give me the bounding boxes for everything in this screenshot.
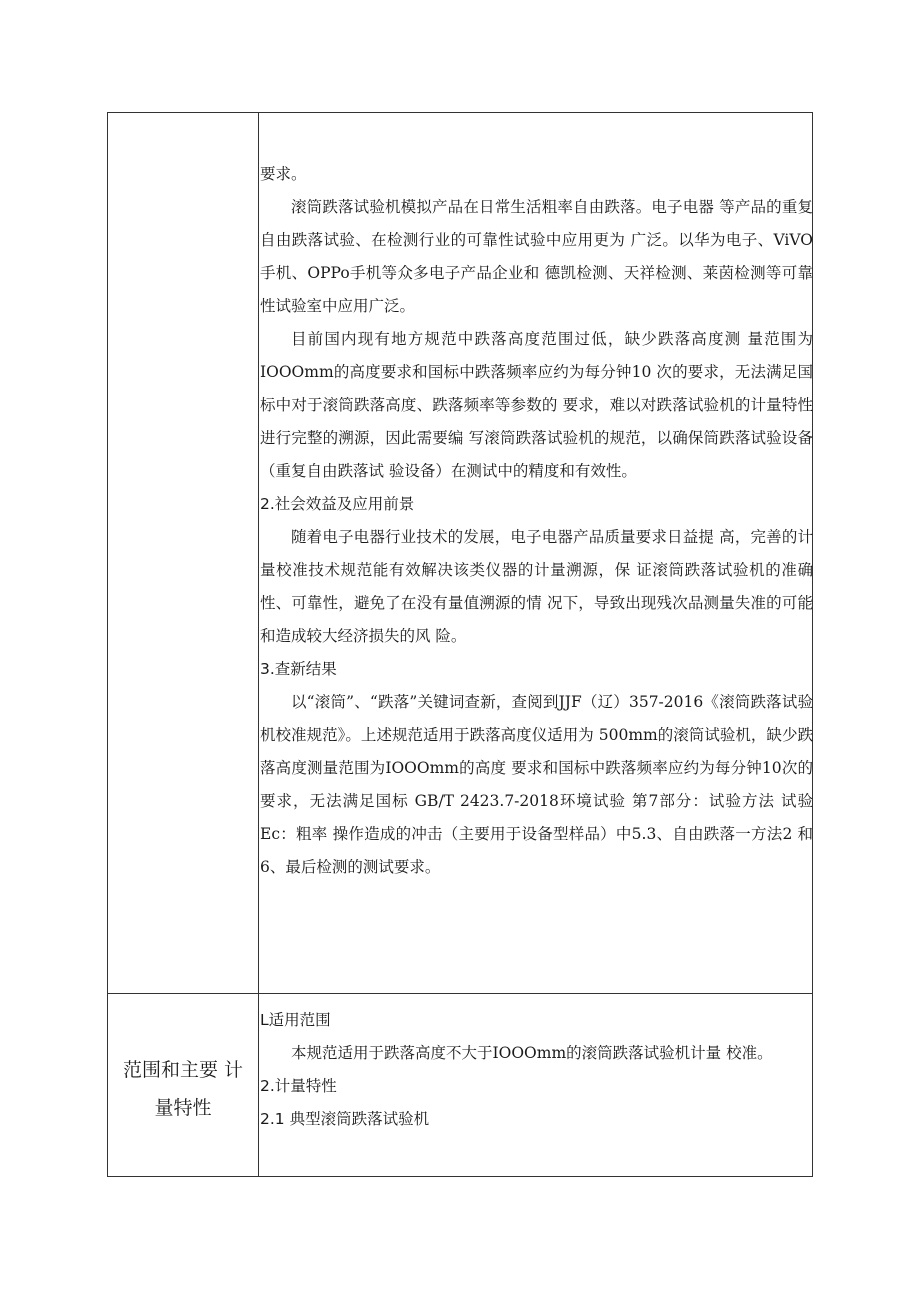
scope-cell — [260, 1004, 813, 1136]
section-heading-metrology: 2.计量特性 — [260, 1077, 337, 1095]
section-heading-novelty: 3.查新结果 — [260, 660, 337, 678]
continuation-cell — [260, 158, 813, 884]
paragraph-novelty: 以“滚筒”、“跌落”关键词查新，查阅到JJF（辽）357-2016《滚筒跌落试验机校准规范》。上述规范适用于跌落高度仪适用为 500mm的滚筒试验机，缺少跌落高度测量范围为IOOOmm的高度 要求和国标中跌落频率应约为每分钟10次的要求，无法满足国标 GB/T 2423.7-2018环境试验 第7部分：试验方法 试验Ec：粗率 操作造成的冲击（主要用于设备型样品）中5.3、自由跌落一方法2 和6、最后检测的测试要求。 — [260, 693, 813, 876]
paragraph-overview: 滚筒跌落试验机模拟产品在日常生活粗率自由跌落。电子电器 等产品的重复自由跌落试验、在检测行业的可靠性试验中应用更为 广泛。以华为电子、ViVO手机、OPPo手机等众多电子产品企业和 德凯检测、天祥检测、莱茵检测等可靠性试验室中应用广泛。 — [260, 198, 813, 315]
paragraph-scope: 本规范适用于跌落高度不大于IOOOmm的滚筒跌落试验机计量 校准。 — [291, 1044, 773, 1062]
row-label-scope: 范围和主要 计量特性 — [122, 1059, 244, 1119]
row-divider — [107, 993, 813, 994]
column-divider — [258, 112, 259, 1177]
subsection-heading-typical: 2.1 典型滚筒跌落试验机 — [260, 1110, 430, 1128]
paragraph-benefits: 随着电子电器行业技术的发展，电子电器产品质量要求日益提 高，完善的计量校准技术规范能有效解决该类仪器的计量溯源，保 证滚筒跌落试验机的准确性、可靠性，避免了在没有量值溯源的情 况下，导致出现残次品测量失准的可能和造成较大经济损失的风 险。 — [260, 528, 813, 645]
paragraph-problem: 目前国内现有地方规范中跌落高度范围过低，缺少跌落高度测 量范围为IOOOmm的高度要求和国标中跌落频率应约为每分钟10 次的要求，无法满足国标中对于滚筒跌落高度、跌落频率等参数的 要求，难以对跌落试验机的计量特性进行完整的溯源，因此需要编 写滚筒跌落试验机的规范，以确保筒跌落试验设备（重复自由跌落试 验设备）在测试中的精度和有效性。 — [260, 330, 813, 480]
paragraph-continued: 要求。 — [260, 165, 307, 183]
section-heading-scope: L适用范围 — [260, 1011, 331, 1029]
section-heading-benefits: 2.社会效益及应用前景 — [260, 495, 415, 513]
